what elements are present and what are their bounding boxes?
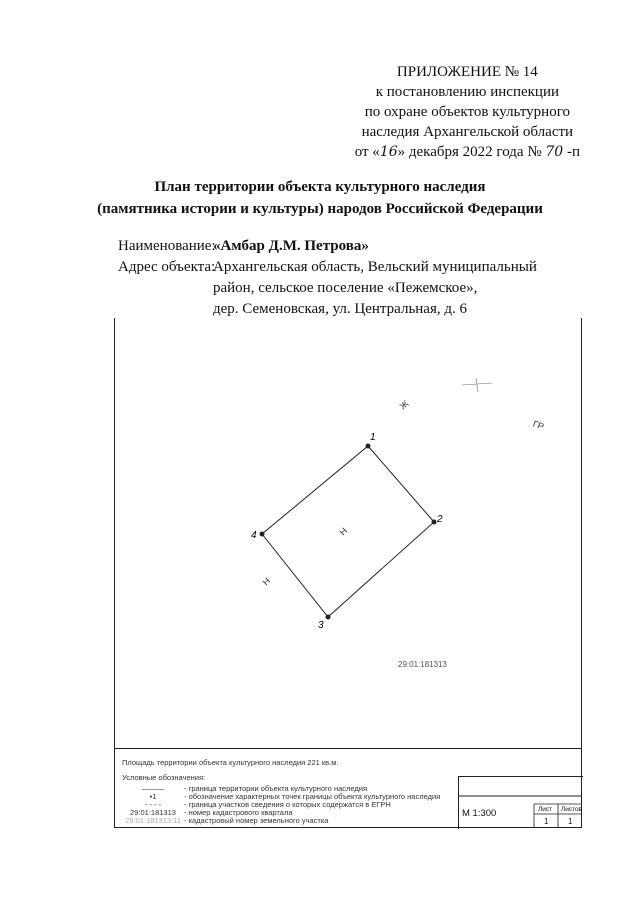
appendix-date-line: от «16» декабря 2022 года № 70 -п	[354, 144, 580, 160]
appendix-number: ПРИЛОЖЕНИЕ № 14	[396, 64, 538, 80]
appendix-line-4: наследия Архангельской области	[361, 124, 574, 140]
legend-symbol: - - - -	[144, 800, 162, 809]
zone-mark-zh: Ж	[397, 398, 411, 412]
address-line-1: Архангельская область, Вельский муниципальный	[213, 259, 537, 275]
name-value: «Амбар Д.М. Петрова»	[213, 238, 369, 254]
legend-title: Условные обозначения:	[122, 773, 206, 782]
point-label-3: 3	[318, 620, 324, 631]
legend-text: - номер кадастрового квартала	[184, 808, 293, 817]
legend-symbol: 29:01:181313:11	[125, 816, 181, 825]
legend-text: - кадастровый номер земельного участка	[184, 816, 329, 825]
zone-mark-gr: ГР	[531, 418, 546, 432]
sheet-number: 1	[544, 817, 549, 826]
scale-label: М 1:300	[462, 808, 497, 819]
handwritten-number: 70	[545, 144, 564, 160]
point-label-4: 4	[251, 530, 257, 541]
zone-mark-n-outside: Н	[260, 575, 273, 588]
legend-symbol: ———	[141, 784, 165, 793]
address-line-2: район, сельское поселение «Пежемское»,	[213, 280, 478, 296]
legend-symbol: •1	[149, 792, 157, 801]
handwritten-day: 16	[379, 144, 398, 160]
zone-mark-n-inside: Н	[337, 525, 350, 538]
appendix-line-3: по охране объектов культурного	[364, 104, 570, 120]
appendix-line-2: к постановлению инспекции	[375, 84, 560, 100]
title-line-2: (памятника истории и культуры) народов Российской Федерации	[97, 201, 543, 217]
point-label-1: 1	[370, 432, 376, 443]
title-line-1: План территории объекта культурного наследия	[154, 179, 486, 195]
name-label: Наименование:	[118, 238, 216, 254]
address-label: Адрес объекта:	[118, 259, 216, 275]
sheets-label: Листов	[561, 806, 583, 813]
area-text: Площадь территории объекта культурного наследия 221 кв.м.	[122, 758, 339, 767]
sheets-count: 1	[568, 817, 573, 826]
sheet-label: Лист	[538, 806, 553, 813]
legend-text: - граница территории объекта культурного наследия	[184, 784, 368, 793]
point-label-2: 2	[437, 514, 443, 525]
legend-text: - обозначение характерных точек границы объекта культурного наследия	[184, 792, 441, 801]
address-line-3: дер. Семеновская, ул. Центральная, д. 6	[213, 301, 467, 317]
cadastral-quarter-number: 29:01:181313	[398, 660, 447, 669]
sheet-grid	[534, 804, 582, 828]
legend-text: - граница участков сведения о которых содержатся в ЕГРН	[184, 800, 391, 809]
legend-symbol: 29:01:181313	[130, 808, 176, 817]
